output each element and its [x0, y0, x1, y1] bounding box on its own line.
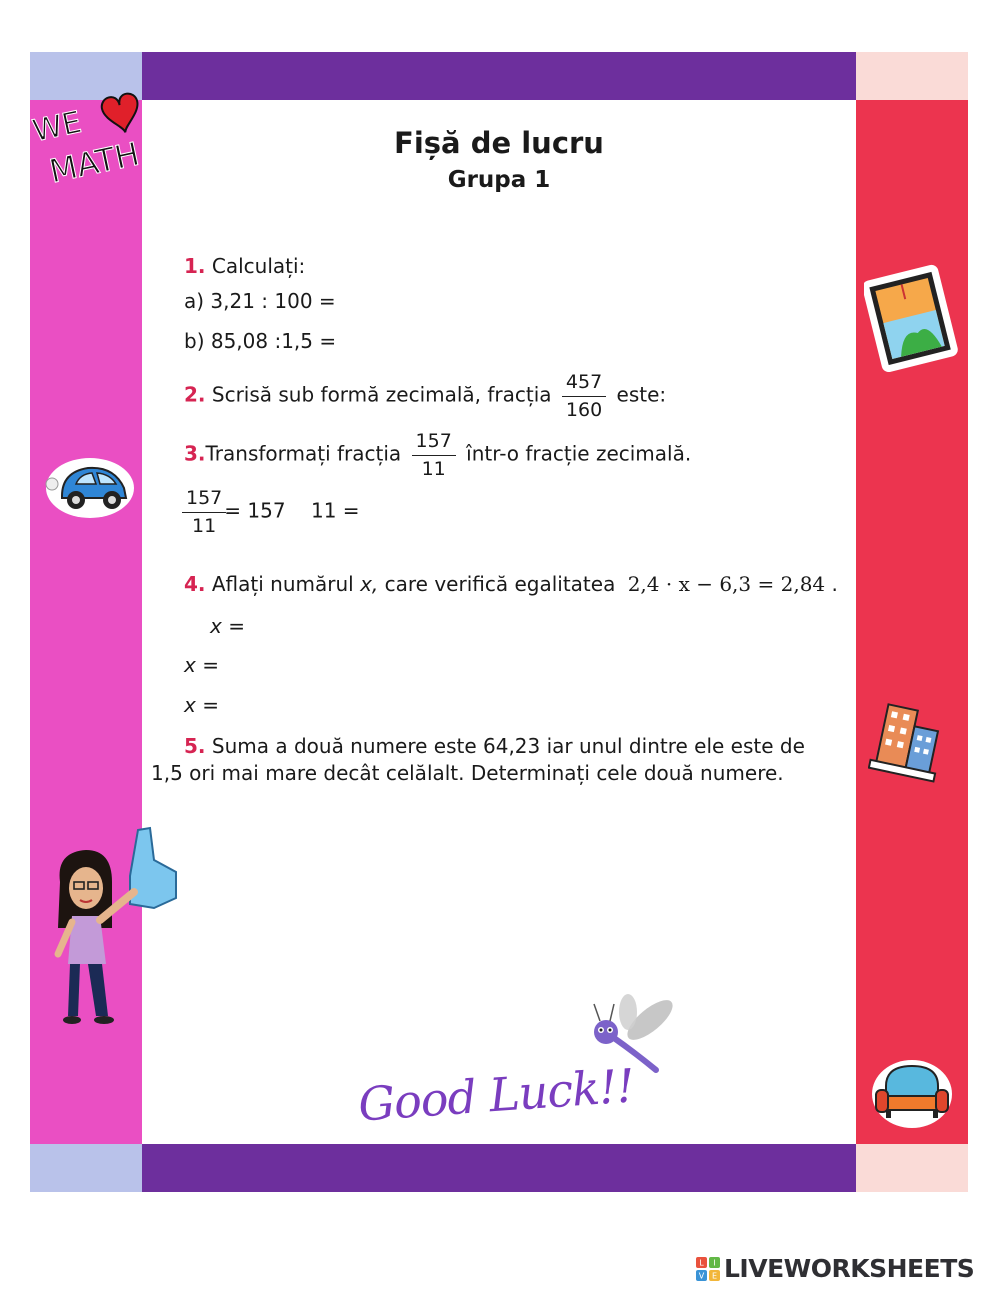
svg-text:L: L — [699, 1258, 704, 1268]
equation: 2,4 · x − 6,3 = 2,84 — [627, 572, 826, 596]
page-subtitle: Grupa 1 — [447, 167, 551, 193]
exercise-number: 1. — [184, 254, 206, 278]
frame-bottom-bar — [142, 1144, 856, 1192]
liveworksheets-logo-icon — [696, 1257, 720, 1281]
exercise-text: Aflați numărul — [211, 572, 354, 596]
exercise-text: Scrisă sub formă zecimală, fracția — [211, 382, 552, 407]
we-love-math-sticker-icon — [30, 84, 150, 194]
sticker-text-bottom: MATH — [46, 134, 143, 191]
fraction-denominator: 11 — [421, 458, 446, 480]
exercise-1a: a) 3,21 : 100 = — [184, 289, 336, 313]
exercise-3-work-rest: = 157 11 = — [224, 498, 360, 523]
frame-corner-top-right — [856, 52, 968, 100]
car-sticker-icon — [40, 454, 134, 520]
exercise-5 — [184, 734, 805, 758]
exercise-text: Transformați fracția — [205, 441, 402, 466]
exercise-number: 4. — [184, 572, 206, 596]
fraction — [184, 487, 224, 537]
exercise-text-after: care verifică egalitatea — [384, 572, 616, 596]
exercise-number: 5. — [184, 734, 206, 758]
frame-top-bar — [142, 52, 856, 100]
svg-text:V: V — [698, 1271, 705, 1281]
good-luck-text: Good Luck!! — [356, 1058, 636, 1132]
page-title: Fișă de lucru — [394, 126, 604, 160]
frame-corner-bottom-right — [856, 1144, 968, 1192]
fraction-numerator: 457 — [565, 371, 603, 393]
exercise-number: 2. — [184, 382, 206, 407]
answer-line-text: x = — [184, 693, 219, 717]
teacher-avatar-icon — [50, 824, 184, 1028]
window-sticker-icon — [864, 264, 960, 372]
exercise-4 — [184, 572, 838, 596]
exercise-text-after: este: — [616, 382, 667, 407]
exercise-1b: b) 85,08 :1,5 = — [184, 329, 337, 353]
exercise-2 — [184, 371, 666, 421]
answer-line-x-3 — [184, 693, 219, 717]
svg-text:E: E — [711, 1271, 718, 1281]
frame-right-side — [856, 100, 968, 1144]
exercise-text: Calculați: — [211, 254, 306, 278]
answer-line-text: x = — [210, 614, 245, 638]
exercise-3 — [184, 430, 691, 480]
exercise-variable: x, — [360, 572, 379, 596]
armchair-sticker-icon — [868, 1056, 956, 1132]
exercise-3-work — [184, 487, 360, 537]
answer-line-text: x = — [184, 653, 219, 677]
fraction-numerator: 157 — [415, 430, 452, 452]
exercise-text: Suma a două numere este 64,23 iar unul dintre ele este de — [211, 734, 805, 758]
brand-name[interactable]: LIVEWORKSHEETS — [724, 1254, 975, 1283]
svg-text:I: I — [713, 1258, 716, 1268]
answer-line-x-1 — [210, 614, 245, 638]
building-sticker-icon — [868, 692, 956, 784]
fraction-denominator: 160 — [565, 399, 603, 421]
fraction — [414, 430, 454, 480]
fraction — [564, 371, 604, 421]
fraction-denominator: 11 — [192, 515, 217, 537]
answer-line-x-2 — [184, 653, 219, 677]
fraction-numerator: 157 — [186, 487, 223, 509]
exercise-1 — [184, 254, 305, 278]
frame-corner-bottom-left — [30, 1144, 142, 1192]
exercise-number: 3. — [184, 441, 206, 466]
sticker-text-top: WE — [30, 104, 85, 150]
equation-end: . — [831, 572, 838, 596]
exercise-text-after: într-o fracție zecimală. — [466, 441, 692, 466]
exercise-5-line-2: 1,5 ori mai mare decât celălalt. Determinați cele două numere. — [151, 761, 784, 785]
